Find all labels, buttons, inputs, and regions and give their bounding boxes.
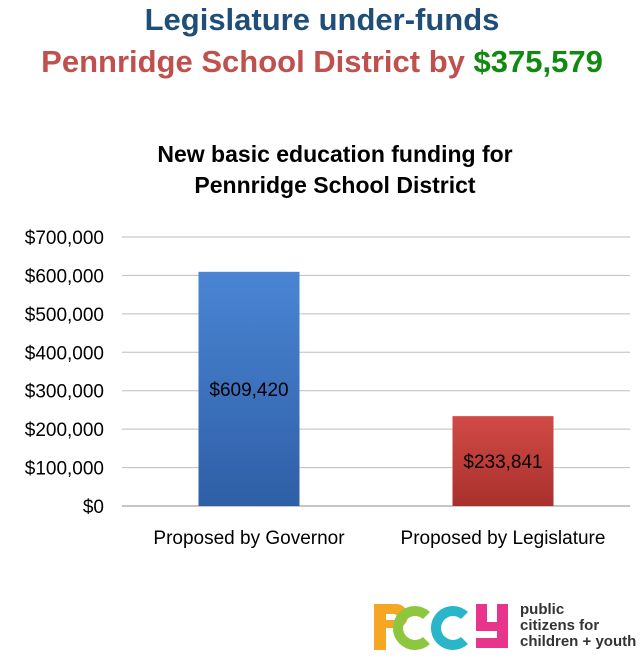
logo-line-1: public [520,601,565,618]
y-tick-label: $300,000 [24,381,104,403]
data-label: $609,420 [209,379,289,401]
logo-line-2: citizens for [520,617,600,634]
y-tick-label: $100,000 [24,458,104,480]
headline-district: Pennridge School District by [41,44,474,79]
x-category-label: Proposed by Governor [153,528,345,549]
y-tick-label: $500,000 [24,304,104,326]
x-category-label: Proposed by Legislature [400,528,606,549]
chart-title-line-1: New basic education funding for [157,141,513,167]
pccy-logo [372,602,644,654]
pccy-logo-text [520,602,636,650]
logo-line-3: children + youth [520,633,637,650]
chart-title-line-2: Pennridge School District [194,172,476,198]
pccy-logo-mark [372,602,512,654]
headline-line-1: Legislature under-funds [144,2,500,37]
y-tick-label: $200,000 [24,420,104,442]
y-tick-label: $400,000 [24,343,104,365]
y-tick-label: $700,000 [24,228,104,249]
data-label: $233,841 [463,452,543,474]
headline-amount: $375,579 [473,44,603,79]
y-tick-label: $600,000 [24,266,104,288]
y-tick-label: $0 [82,497,104,518]
